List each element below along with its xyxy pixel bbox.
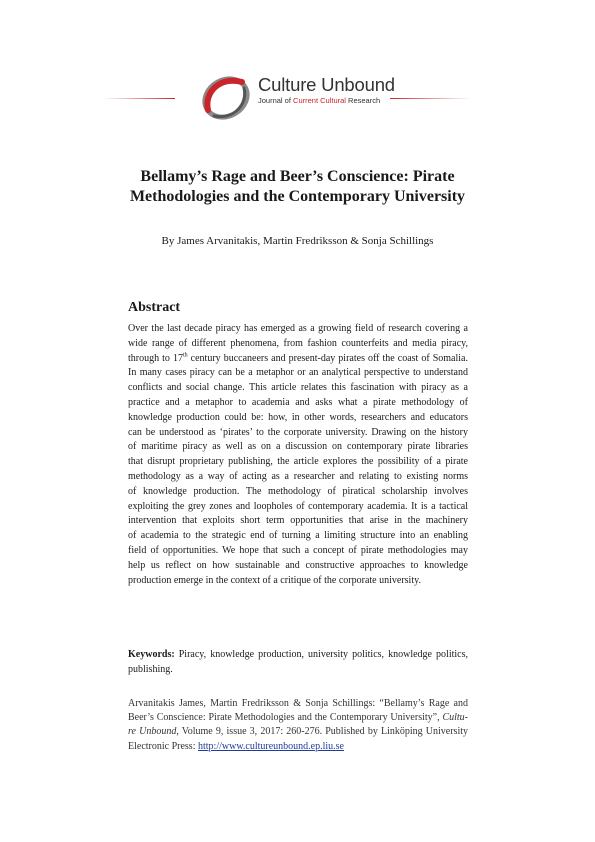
abstract-line: wide range of different phenomena, from fashion counterfeits and media piracy, [128,337,468,349]
keywords-text: Piracy, knowledge production, university politics, knowledge politics, [174,649,468,660]
abstract-line-part: through to 17 [128,352,183,364]
abstract-line: exploiting the grey zones and loopholes of contemporary academia. It is a tactical [128,500,468,512]
abstract-line [128,352,468,367]
keywords-line: publishing. [128,663,173,675]
journal-subtitle-post: Research [345,96,381,105]
abstract-line: production emerge in the context of a critique of the corporate university. [128,574,421,586]
journal-subtitle [258,96,395,105]
article-title-line2: Methodologies and the Contemporary University [129,188,466,205]
abstract-line: field of opportunities. We hope that such a concept of pirate methodologies may [128,544,468,556]
citation-line [128,725,468,739]
journal-brand [258,75,395,105]
journal-subtitle-accent: Current Cultural [293,96,346,105]
citation-line [128,711,468,725]
abstract-superscript: th [182,352,188,359]
culture-unbound-logo-icon [198,70,254,126]
abstract-line: help us reflect on how sustainable and constructive approaches to knowledge [128,559,468,571]
journal-name: Culture Unbound [258,74,395,95]
header-rule-right [390,98,472,99]
keywords [128,648,468,678]
abstract-heading: Abstract [128,300,181,315]
abstract-line: practice and a metaphor to academia and asks what a pirate methodology of [128,396,468,408]
abstract-line: of maritime piracy as well as on a discussion on contemporary pirate libraries [128,441,468,453]
header-rule-left [103,98,175,99]
abstract-line: of knowledge production. The methodology of piratical scholarship involves [128,485,468,497]
citation-line [128,740,468,754]
abstract-body [128,322,468,588]
journal-subtitle-pre: Journal of [258,96,294,105]
abstract-line: In many cases piracy can be a metaphor or an analytical perspective to understand [128,367,468,379]
abstract-line-part: century buccaneers and present-day pirates off the coast of Somalia. [187,352,468,364]
abstract-line: of academia to the strategic end of turning a limiting structure into an enabling [128,530,468,542]
journal-website-link[interactable]: http://www.cultureunbound.ep.liu.se [197,740,344,752]
abstract-line: knowledge production could be: how, in other words, researchers and educators [128,411,468,423]
citation-text: , Volume 9, issue 3, 2017: 260-276. Published by Linköping University [176,726,469,738]
article-title-line1: Bellamy’s Rage and Beer’s Conscience: Pirate [140,168,455,185]
citation-line: Arvanitakis James, Martin Fredriksson & Sonja Schillings: “Bellamy’s Rage and [128,698,468,709]
article-title [100,167,495,207]
abstract-line: Over the last decade piracy has emerged as a growing field of research covering a [128,323,468,334]
abstract-line: intervention that exploits short term opportunities that arise in the machinery [128,515,468,527]
abstract-line: can be understood as ‘pirates’ to the corporate university. Drawing on the history [128,426,468,438]
abstract-line: conflicts and social change. This article relates this fascination with piracy as a [128,382,468,394]
keywords-line [128,648,468,663]
abstract-line: that disrupt proprietary publishing, the article explores the possibility of a pirate [128,456,468,468]
citation-text: Beer’s Conscience: Pirate Methodologies and the Contemporary University”, [128,712,443,724]
article-authors: By James Arvanitakis, Martin Fredriksson & Sonja Schillings [161,235,434,247]
abstract-line: methodology as a way of acting as a researcher and relating to existing norms [128,470,468,482]
citation-text: Electronic Press: [128,740,198,752]
keywords-label: Keywords: [128,649,175,660]
citation-journal-italic: re Unbound [128,726,177,738]
citation [128,697,468,754]
citation-journal-italic: Cultu- [442,712,468,724]
